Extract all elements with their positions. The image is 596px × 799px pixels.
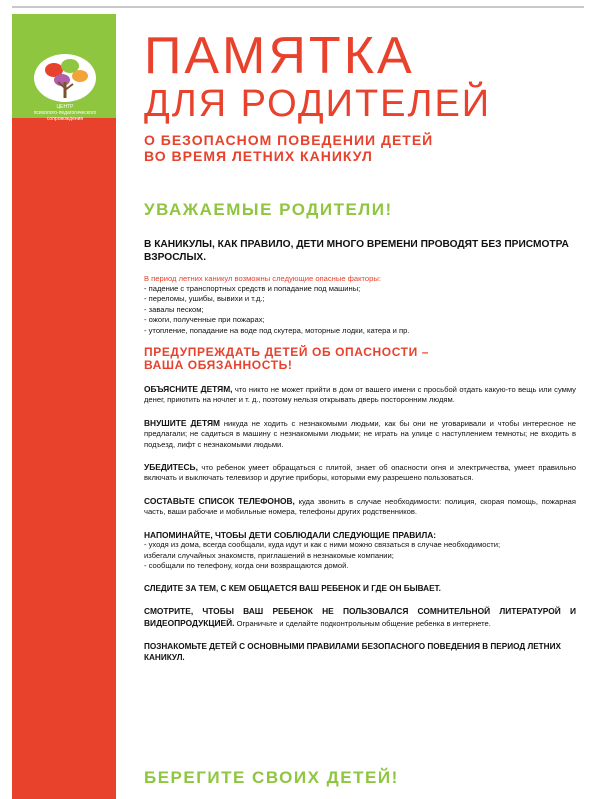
instill-lead: ВНУШИТЕ ДЕТЯМ <box>144 417 221 428</box>
ensure-text: что ребенок умеет обращаться с плитой, знает об опасности огня и электричества, умеет правильно включать и выключать телевизор и другие приборы, которыми ему разрешено пользоваться. <box>144 463 576 483</box>
list-item: - завалы песком; <box>144 304 204 314</box>
rules-lead: НАПОМИНАЙТЕ, ЧТОБЫ ДЕТИ СОБЛЮДАЛИ СЛЕДУЮЩИЕ ПРАВИЛА: <box>144 529 437 540</box>
dangers-list <box>144 284 576 336</box>
watch-media-lead: СМОТРИТЕ, ЧТОБЫ ВАШ РЕБЕНОК НЕ ПОЛЬЗОВАЛСЯ СОМНИТЕЛЬНОЙ ЛИТЕРАТУРОЙ И ВИДЕОПРОДУКЦИЕЙ. <box>144 606 576 628</box>
list-item: - уходя из дома, всегда сообщали, куда идут и как с ними можно связаться в случае необходимости; <box>144 540 501 550</box>
introduce-rules-paragraph: ПОЗНАКОМЬТЕ ДЕТЕЙ С ОСНОВНЫМИ ПРАВИЛАМИ БЕЗОПАСНОГО ПОВЕДЕНИЯ В ПЕРИОД ЛЕТНИХ КАНИКУЛ. <box>144 642 561 663</box>
subtitle-line-1: О БЕЗОПАСНОМ ПОВЕДЕНИИ ДЕТЕЙ <box>144 132 434 148</box>
warning-heading <box>144 346 576 372</box>
watch-media-text: Ограничьте и сделайте подконтрольным общение ребенка в интернете. <box>234 618 491 628</box>
rules-list <box>144 540 576 571</box>
subtitle <box>144 132 576 164</box>
list-item: избегали случайных знакомств, приглашений в незнакомые компании; <box>144 550 394 560</box>
instill-text: никуда не ходить с незнакомыми людьми, как бы они не уговаривали и чтобы интересное не предлагали; не садиться в машину с незнакомыми людьми; не играть на улице с наступлением темноты; не входить в подъезд, лифт с незнакомыми людьми. <box>144 418 576 449</box>
explain-text: что никто не может прийти в дом от вашего имени с просьбой отдать какую-то вещь или сумму денег, приютить на ночлег и т. д., поэтому нельзя открывать дверь посторонним людям. <box>144 385 576 405</box>
logo-caption-line-2: психолого-педагогического <box>33 110 97 116</box>
rules-paragraph <box>144 530 576 572</box>
warning-heading-line-2: ВАША ОБЯЗАННОСТЬ! <box>144 358 293 373</box>
list-item: - сообщали по телефону, когда они возвращаются домой. <box>144 560 349 570</box>
center-logo-icon <box>30 48 100 112</box>
closing-heading: БЕРЕГИТЕ СВОИХ ДЕТЕЙ! <box>144 768 399 787</box>
explain-lead: ОБЪЯСНИТЕ ДЕТЯМ, <box>144 384 233 395</box>
watch-who-paragraph: СЛЕДИТЕ ЗА ТЕМ, С КЕМ ОБЩАЕТСЯ ВАШ РЕБЕНОК И ГДЕ ОН БЫВАЕТ. <box>144 584 441 594</box>
warning-heading-line-1: ПРЕДУПРЕЖДАТЬ ДЕТЕЙ ОБ ОПАСНОСТИ – <box>144 345 430 360</box>
logo-caption-line-1: ЦЕНТР <box>56 104 74 110</box>
ensure-lead: УБЕДИТЕСЬ, <box>144 462 198 473</box>
top-divider <box>12 6 584 8</box>
list-item: - падение с транспортных средств и попадание под машины; <box>144 284 361 293</box>
phones-paragraph <box>144 496 576 518</box>
ensure-paragraph <box>144 462 576 484</box>
subtitle-line-2: ВО ВРЕМЯ ЛЕТНИХ КАНИКУЛ <box>144 148 373 164</box>
list-item: - ожоги, полученные при пожарах; <box>144 315 265 325</box>
list-item: - переломы, ушибы, вывихи и т.д.; <box>144 294 265 304</box>
leaflet-content <box>140 27 576 663</box>
title-secondary: ДЛЯ РОДИТЕЛЕЙ <box>144 83 492 125</box>
instill-paragraph <box>144 418 576 450</box>
logo-caption <box>28 104 102 122</box>
sidebar-divider <box>116 14 120 799</box>
explain-paragraph <box>144 384 576 406</box>
phones-lead: СОСТАВЬТЕ СПИСОК ТЕЛЕФОНОВ, <box>144 495 295 506</box>
watch-media-paragraph <box>144 606 576 629</box>
title-main: ПАМЯТКА <box>144 27 415 85</box>
dangers-heading: В период летних каникул возможны следующие опасные факторы: <box>144 274 381 283</box>
intro-text: В КАНИКУЛЫ, КАК ПРАВИЛО, ДЕТИ МНОГО ВРЕМЕНИ ПРОВОДЯТ БЕЗ ПРИСМОТРА ВЗРОСЛЫХ. <box>144 239 569 263</box>
phones-text: куда звонить в случае необходимости: полиция, скорая помощь, пожарная часть, ваши рабочие и мобильные номера, телефоны других родственников. <box>144 496 576 517</box>
logo-caption-line-3: сопровождения <box>46 116 84 122</box>
greeting-heading: УВАЖАЕМЫЕ РОДИТЕЛИ! <box>144 200 393 219</box>
list-item: - утопление, попадание на воде под скутера, моторные лодки, катера и пр. <box>144 325 410 335</box>
sidebar-red-band <box>12 118 116 799</box>
